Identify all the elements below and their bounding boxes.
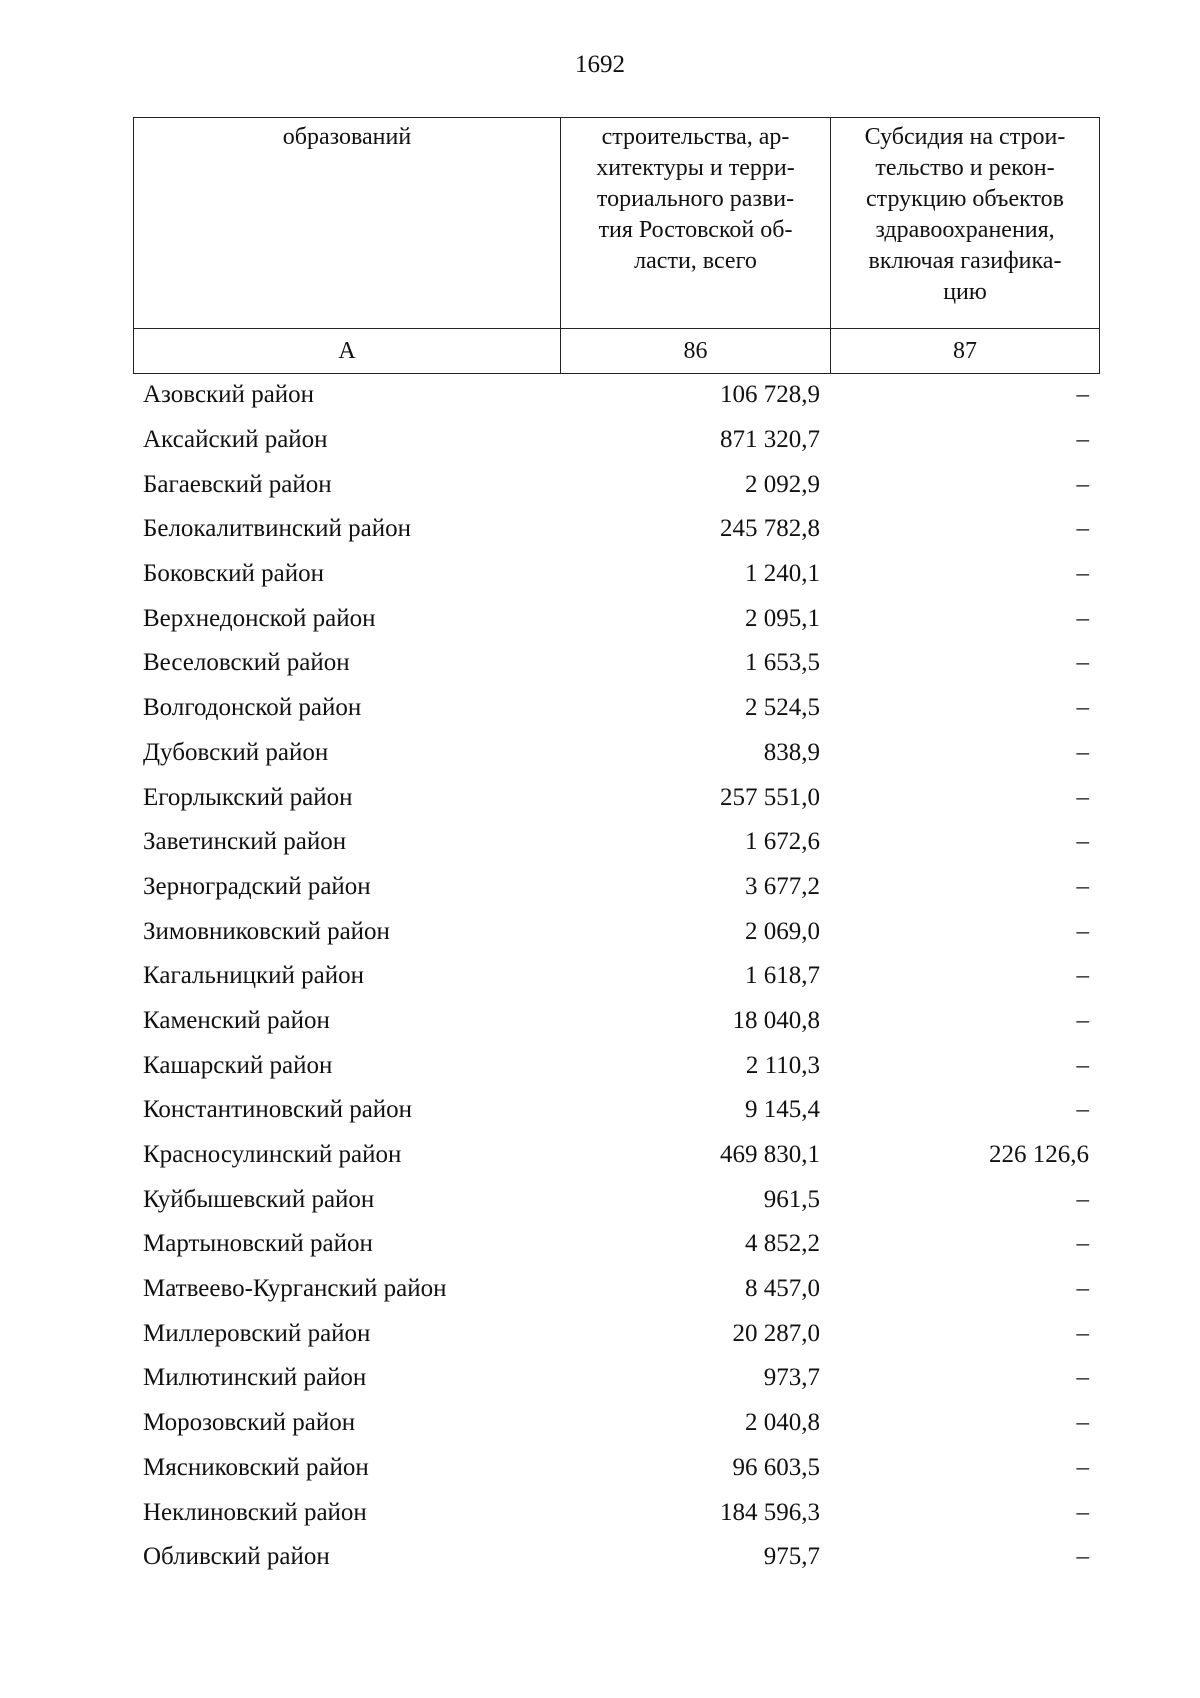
value-col-87: – [1076,560,1089,588]
table-row [133,1133,1099,1178]
district-name: Матвеево-Курганский район [143,1275,447,1303]
table-row [133,820,1099,865]
value-col-87: – [1076,1498,1089,1526]
value-col-86: 257 551,0 [720,783,820,811]
district-name: Неклиновский район [143,1498,367,1526]
value-col-86: 8 457,0 [745,1275,820,1303]
table-row [133,641,1099,686]
value-col-86: 973,7 [763,1364,820,1392]
value-col-87: – [1076,381,1089,409]
district-name: Аксайский район [143,426,328,454]
value-col-86: 961,5 [763,1185,820,1213]
value-col-86: 184 596,3 [720,1498,820,1526]
header-num-86: 86 [561,329,831,374]
district-name: Веселовский район [143,649,350,677]
value-col-86: 1 618,7 [745,962,820,990]
value-col-87: – [1076,1051,1089,1079]
value-col-87: – [1076,962,1089,990]
value-col-86: 3 677,2 [745,872,820,900]
value-col-87: – [1076,604,1089,632]
table-row [133,1088,1099,1133]
header-col-87: Субсидия на строи- тельство и рекон- струкцию объектов здравоохранения, включая газифика- цию [831,118,1100,329]
value-col-87: – [1076,694,1089,722]
district-name: Милютинский район [143,1364,367,1392]
table-row [133,596,1099,641]
value-col-87: – [1076,1230,1089,1258]
table-row [133,1356,1099,1401]
header-num-87: 87 [831,329,1100,374]
district-name: Каменский район [143,1006,330,1034]
table-row [133,954,1099,999]
value-col-86: 1 672,6 [745,828,820,856]
table-row [133,1177,1099,1222]
table-row [133,462,1099,507]
value-col-86: 1 653,5 [745,649,820,677]
value-col-87: – [1076,426,1089,454]
value-col-86: 106 728,9 [720,381,820,409]
table-header [133,117,1100,374]
value-col-87: – [1076,1185,1089,1213]
header-num-a: А [134,329,561,374]
value-col-86: 2 095,1 [745,604,820,632]
value-col-87: – [1076,515,1089,543]
page-number: 1692 [575,51,625,78]
district-name: Константиновский район [143,1096,413,1124]
value-col-86: 1 240,1 [745,560,820,588]
table-row [133,909,1099,954]
value-col-86: 18 040,8 [732,1006,820,1034]
table-row [133,1535,1099,1580]
value-col-87: – [1076,649,1089,677]
district-name: Азовский район [143,381,315,409]
value-col-87: – [1076,1453,1089,1481]
district-name: Боковский район [143,560,324,588]
value-col-86: 2 040,8 [745,1409,820,1437]
header-number-row [134,329,1100,374]
table-row [133,1222,1099,1267]
value-col-86: 2 524,5 [745,694,820,722]
value-col-87: – [1076,470,1089,498]
table-row [133,686,1099,731]
value-col-87: – [1076,1364,1089,1392]
header-col-a: образований [134,118,561,329]
value-col-86: 838,9 [763,738,820,766]
district-name: Зерноградский район [143,872,371,900]
value-col-86: 96 603,5 [732,1453,820,1481]
district-name: Красносулинский район [143,1141,402,1169]
table-row [133,1311,1099,1356]
district-name: Белокалитвинский район [143,515,411,543]
table-row [133,1446,1099,1491]
district-name: Верхнедонской район [143,604,376,632]
value-col-86: 9 145,4 [745,1096,820,1124]
table-row [133,418,1099,463]
value-col-87: – [1076,1319,1089,1347]
district-name: Зимовниковский район [143,917,390,945]
value-col-86: 469 830,1 [720,1141,820,1169]
district-name: Миллеровский район [143,1319,371,1347]
value-col-87: – [1076,1275,1089,1303]
header-col-86: строительства, ар- хитектуры и терри- ториального разви- тия Ростовской об- ласти, всего [561,118,831,329]
value-col-87: – [1076,1409,1089,1437]
table-row [133,775,1099,820]
value-col-87: 226 126,6 [989,1141,1089,1169]
value-col-87: – [1076,1006,1089,1034]
district-name: Обливский район [143,1543,330,1571]
table-row [133,731,1099,776]
value-col-87: – [1076,1096,1089,1124]
table-row [133,999,1099,1044]
header-caption-row [134,118,1100,329]
value-col-86: 871 320,7 [720,426,820,454]
district-name: Мясниковский район [143,1453,369,1481]
value-col-86: 4 852,2 [745,1230,820,1258]
table-body [133,373,1099,1580]
district-name: Кашарский район [143,1051,333,1079]
table-row [133,552,1099,597]
value-col-87: – [1076,738,1089,766]
district-name: Дубовский район [143,738,329,766]
value-col-86: 975,7 [763,1543,820,1571]
district-name: Волгодонской район [143,694,362,722]
table-row [133,1490,1099,1535]
district-name: Багаевский район [143,470,332,498]
table-row [133,865,1099,910]
value-col-86: 2 069,0 [745,917,820,945]
value-col-86: 245 782,8 [720,515,820,543]
district-name: Кагальницкий район [143,962,365,990]
table-row [133,1267,1099,1312]
value-col-87: – [1076,828,1089,856]
district-name: Мартыновский район [143,1230,373,1258]
district-name: Заветинский район [143,828,347,856]
value-col-86: 2 110,3 [745,1051,820,1079]
value-col-87: – [1076,917,1089,945]
district-name: Морозовский район [143,1409,356,1437]
value-col-86: 20 287,0 [732,1319,820,1347]
value-col-86: 2 092,9 [745,470,820,498]
district-name: Егорлыкский район [143,783,353,811]
value-col-87: – [1076,872,1089,900]
table-row [133,1043,1099,1088]
value-col-87: – [1076,783,1089,811]
value-col-87: – [1076,1543,1089,1571]
table-row [133,373,1099,418]
district-name: Куйбышевский район [143,1185,375,1213]
table-row [133,507,1099,552]
table-row [133,1401,1099,1446]
